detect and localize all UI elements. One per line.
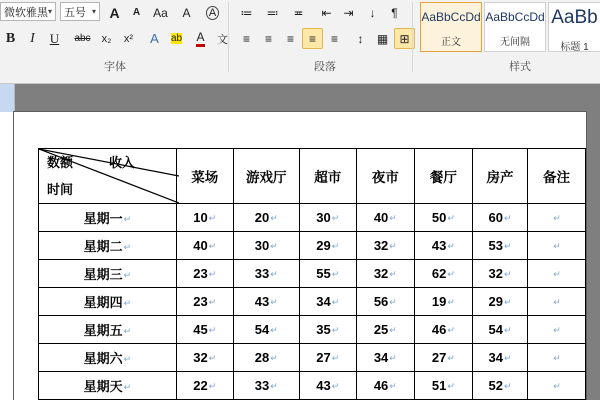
distributed-icon: ≡ [330, 31, 338, 46]
cell-value: 30 [254, 238, 270, 253]
cell-value: 50 [431, 210, 447, 225]
paragraph-mark: ↵ [123, 354, 132, 365]
paragraph-mark: ↵ [123, 214, 132, 225]
row-label[interactable] [39, 288, 177, 316]
paragraph-mark: ↵ [331, 381, 340, 392]
cell-value: 22 [193, 378, 208, 393]
cell[interactable] [356, 204, 414, 232]
cell[interactable] [176, 204, 233, 232]
increase-indent-button[interactable] [338, 2, 359, 23]
paragraph-mark: ↵ [503, 213, 512, 224]
style-name: 无间隔 [500, 37, 530, 48]
cell[interactable] [233, 372, 299, 400]
style-item-normal[interactable] [420, 2, 482, 52]
corner-income-label: 收入 [109, 155, 136, 170]
ribbon [0, 0, 600, 84]
cell-value: 32 [373, 238, 389, 253]
italic-button[interactable] [22, 28, 43, 49]
cell[interactable] [528, 232, 586, 260]
cell-value: 20 [254, 210, 270, 225]
table-corner-cell[interactable] [39, 149, 177, 204]
cell[interactable] [528, 316, 586, 344]
cell[interactable] [472, 344, 527, 372]
paragraph-mark: ↵ [503, 381, 512, 392]
paragraph-mark: ↵ [389, 353, 397, 364]
style-item-heading-1[interactable] [548, 2, 600, 52]
cell[interactable] [356, 288, 414, 316]
cell-value: 27 [316, 350, 331, 365]
paragraph-mark: ↵ [208, 269, 217, 280]
cell[interactable] [299, 260, 356, 288]
vertical-ruler[interactable] [0, 84, 15, 400]
cell[interactable] [356, 372, 414, 400]
cell[interactable] [414, 260, 472, 288]
align-center-icon: ≡ [264, 31, 272, 46]
ruler-margin-marker [0, 84, 14, 112]
cell-value: 29 [316, 238, 331, 253]
style-sample: AaBbCcDd [485, 10, 545, 24]
shrink-font-icon: A [132, 7, 141, 18]
strikethrough-icon: abc [74, 33, 91, 44]
paragraph-mark: ↵ [389, 213, 397, 224]
change-case-icon: Aa [153, 5, 168, 20]
change-case-button[interactable] [150, 2, 171, 23]
paragraph-mark: ↵ [208, 297, 217, 308]
cell-value: 52 [488, 378, 503, 393]
cell[interactable] [528, 288, 586, 316]
column-header-label: 房产 [486, 170, 514, 185]
cell-value: 45 [193, 322, 208, 337]
cell-value: 43 [254, 294, 270, 309]
cell[interactable] [176, 344, 233, 372]
column-header-1[interactable] [233, 149, 299, 204]
paragraph-mark: ↵ [331, 213, 340, 224]
align-left-button[interactable] [236, 28, 257, 49]
paragraph-mark: ↵ [389, 381, 397, 392]
enclose-characters-icon: A [206, 6, 219, 20]
document-page[interactable] [14, 112, 586, 400]
column-header-label: 菜场 [191, 170, 219, 185]
paragraph-mark: ↵ [208, 241, 217, 252]
font-name-combo[interactable] [0, 2, 56, 21]
numbering-button[interactable] [262, 2, 283, 23]
corner-time-label: 时间 [47, 182, 74, 197]
cell-value: 34 [373, 350, 389, 365]
cell[interactable] [528, 344, 586, 372]
row-label-text: 星期四 [83, 295, 123, 310]
style-name: 标题 1 [560, 42, 589, 52]
cell[interactable] [472, 204, 527, 232]
cell[interactable] [176, 372, 233, 400]
column-header-label: 备注 [543, 170, 571, 185]
clear-formatting-icon: A [182, 5, 191, 20]
align-center-button[interactable] [258, 28, 279, 49]
cell-value: 33 [254, 378, 270, 393]
shading-button[interactable] [372, 28, 393, 49]
multilevel-list-button[interactable] [288, 2, 309, 23]
increase-indent-icon: ⇥ [343, 5, 354, 20]
paragraph-mark: ↵ [208, 325, 217, 336]
style-sample: AaBbCcDd [421, 10, 481, 24]
font-group-label: 字体 [104, 61, 126, 73]
cell[interactable] [233, 260, 299, 288]
table-row[interactable] [39, 232, 586, 260]
row-label[interactable] [39, 260, 177, 288]
paragraph-mark: ↵ [270, 241, 278, 252]
align-right-icon: ≡ [286, 31, 294, 46]
cell[interactable] [176, 288, 233, 316]
cell[interactable] [356, 260, 414, 288]
data-table[interactable] [38, 148, 586, 400]
superscript-button[interactable] [118, 28, 139, 49]
cell[interactable] [299, 232, 356, 260]
column-header-6[interactable] [528, 149, 586, 204]
cell-value: 32 [488, 266, 503, 281]
cell[interactable] [299, 316, 356, 344]
grow-font-icon: A [109, 4, 120, 21]
styles-group-label: 样式 [509, 61, 531, 73]
phonetic-guide-button[interactable] [212, 28, 233, 49]
group-divider [412, 2, 413, 72]
cell-value: 29 [488, 294, 503, 309]
clear-formatting-button[interactable] [176, 2, 197, 23]
cell[interactable] [233, 316, 299, 344]
cell-value: 33 [254, 266, 270, 281]
paragraph-mark: ↵ [389, 269, 397, 280]
cell[interactable] [528, 372, 586, 400]
cell[interactable] [528, 204, 586, 232]
grow-font-button[interactable] [104, 2, 125, 23]
decrease-indent-button[interactable] [316, 2, 337, 23]
cell-value: 23 [193, 266, 208, 281]
paragraph-mark: ↵ [503, 297, 512, 308]
corner-amount-label: 数额 [47, 155, 74, 170]
subscript-button[interactable] [96, 28, 117, 49]
paragraph-mark: ↵ [270, 381, 278, 392]
column-header-label: 游戏厅 [245, 170, 287, 185]
cell[interactable] [299, 344, 356, 372]
paragraph-mark: ↵ [123, 270, 132, 281]
text-effects-icon: A [150, 31, 159, 46]
cell[interactable] [356, 232, 414, 260]
paragraph-mark: ↵ [503, 241, 512, 252]
bold-icon: B [5, 30, 16, 46]
justify-icon: ≡ [308, 31, 316, 46]
numbering-icon: ≕ [266, 5, 279, 20]
cell-value: 43 [431, 238, 447, 253]
cell-value: 25 [373, 322, 389, 337]
underline-icon: U [49, 30, 60, 46]
paragraph-mark: ↵ [553, 241, 561, 252]
distributed-button[interactable] [324, 28, 345, 49]
paragraph-mark: ↵ [447, 241, 455, 252]
column-header-label: 餐厅 [429, 170, 457, 185]
group-divider [228, 2, 229, 72]
sort-button[interactable] [362, 2, 383, 23]
paragraph-mark: ↵ [270, 213, 278, 224]
row-label[interactable] [39, 232, 177, 260]
cell-value: 10 [193, 210, 208, 225]
paragraph-mark: ↵ [553, 213, 561, 224]
justify-button[interactable] [302, 28, 323, 49]
cell[interactable] [356, 344, 414, 372]
paragraph-mark: ↵ [553, 325, 561, 336]
column-header-label: 超市 [314, 170, 342, 185]
cell[interactable] [176, 260, 233, 288]
chevron-down-icon: ▾ [91, 7, 96, 16]
shading-icon: ▦ [376, 31, 389, 46]
paragraph-mark: ↵ [503, 353, 512, 364]
cell-value: 40 [193, 238, 208, 253]
paragraph-mark: ↵ [447, 213, 455, 224]
cell-value: 46 [431, 322, 447, 337]
row-label[interactable] [39, 344, 177, 372]
bold-button[interactable] [0, 28, 21, 49]
column-header-label: 夜市 [371, 170, 399, 185]
cell-value: 54 [254, 322, 270, 337]
column-header-5[interactable] [472, 149, 527, 204]
multilevel-list-icon: ≖ [293, 5, 304, 20]
cell[interactable] [299, 372, 356, 400]
row-label-text: 星期天 [83, 379, 123, 394]
paragraph-mark: ↵ [447, 381, 455, 392]
cell-value: 28 [254, 350, 270, 365]
paragraph-mark: ↵ [270, 353, 278, 364]
table-row[interactable] [39, 204, 586, 232]
paragraph-group-label: 段落 [314, 61, 336, 73]
table-row[interactable] [39, 372, 586, 400]
row-label-text: 星期三 [83, 267, 123, 282]
cell[interactable] [356, 316, 414, 344]
row-label-text: 星期六 [83, 351, 123, 366]
paragraph-mark: ↵ [270, 297, 278, 308]
cell-value: 40 [373, 210, 389, 225]
pilcrow-icon: ¶ [391, 5, 398, 20]
cell[interactable] [472, 288, 527, 316]
italic-icon: I [30, 30, 35, 46]
table-row[interactable] [39, 288, 586, 316]
cell[interactable] [472, 232, 527, 260]
cell-value: 35 [316, 322, 331, 337]
cell[interactable] [528, 260, 586, 288]
cell-value: 34 [488, 350, 503, 365]
strikethrough-button[interactable] [72, 28, 93, 49]
cell-value: 32 [373, 266, 389, 281]
cell[interactable] [233, 204, 299, 232]
paragraph-mark: ↵ [331, 325, 340, 336]
row-label[interactable] [39, 372, 177, 400]
table-row[interactable] [39, 260, 586, 288]
paragraph-mark: ↵ [208, 353, 217, 364]
chevron-down-icon: ▾ [47, 7, 52, 16]
paragraph-mark: ↵ [503, 325, 512, 336]
table-row[interactable] [39, 316, 586, 344]
font-color-button[interactable] [190, 28, 211, 49]
cell[interactable] [233, 344, 299, 372]
cell-value: 62 [431, 266, 447, 281]
table-header-row [39, 149, 586, 204]
cell-value: 30 [316, 210, 331, 225]
line-spacing-icon: ↕ [357, 31, 364, 46]
paragraph-mark: ↵ [447, 325, 455, 336]
highlight-icon: ab [170, 33, 183, 44]
cell-value: 56 [373, 294, 389, 309]
cell[interactable] [414, 288, 472, 316]
column-header-0[interactable] [176, 149, 233, 204]
cell[interactable] [414, 316, 472, 344]
paragraph-mark: ↵ [331, 297, 340, 308]
shrink-font-button[interactable] [126, 2, 147, 23]
paragraph-mark: ↵ [123, 298, 132, 309]
paragraph-mark: ↵ [123, 326, 132, 337]
style-sample: AaBb [551, 7, 598, 28]
bullets-button[interactable] [236, 2, 257, 23]
paragraph-mark: ↵ [447, 297, 455, 308]
cell-value: 46 [373, 378, 389, 393]
paragraph-mark: ↵ [123, 242, 132, 253]
cell-value: 60 [488, 210, 503, 225]
paragraph-mark: ↵ [208, 213, 217, 224]
row-label-text: 星期二 [83, 239, 123, 254]
cell[interactable] [414, 344, 472, 372]
subscript-icon: x₂ [101, 32, 112, 45]
cell[interactable] [472, 260, 527, 288]
paragraph-mark: ↵ [447, 269, 455, 280]
superscript-icon: x² [123, 32, 134, 45]
cell-value: 34 [316, 294, 331, 309]
font-color-icon: A [196, 30, 204, 47]
cell-value: 32 [193, 350, 208, 365]
cell[interactable] [176, 232, 233, 260]
column-header-4[interactable] [414, 149, 472, 204]
cell-value: 23 [193, 294, 208, 309]
paragraph-mark: ↵ [331, 353, 340, 364]
cell[interactable] [299, 288, 356, 316]
cell[interactable] [233, 232, 299, 260]
cell-value: 43 [316, 378, 331, 393]
paragraph-mark: ↵ [389, 325, 397, 336]
paragraph-mark: ↵ [553, 353, 561, 364]
paragraph-mark: ↵ [331, 269, 340, 280]
underline-button[interactable] [44, 28, 65, 49]
paragraph-mark: ↵ [270, 325, 278, 336]
font-size-value: 五号 [64, 6, 86, 19]
paragraph-mark: ↵ [331, 241, 340, 252]
sort-icon: ↓ [369, 5, 376, 20]
cell[interactable] [299, 204, 356, 232]
table-row[interactable] [39, 344, 586, 372]
bullets-icon: ≔ [240, 5, 253, 20]
cell-value: 51 [431, 378, 447, 393]
row-label[interactable] [39, 316, 177, 344]
paragraph-mark: ↵ [447, 353, 455, 364]
cell-value: 54 [488, 322, 503, 337]
paragraph-mark: ↵ [208, 381, 217, 392]
cell[interactable] [233, 288, 299, 316]
align-left-icon: ≡ [242, 31, 250, 46]
document-area[interactable] [0, 84, 600, 400]
paragraph-mark: ↵ [389, 297, 397, 308]
paragraph-mark: ↵ [553, 269, 561, 280]
style-item-no-spacing[interactable] [484, 2, 546, 52]
paragraph-mark: ↵ [389, 241, 397, 252]
align-right-button[interactable] [280, 28, 301, 49]
cell[interactable] [472, 316, 527, 344]
text-highlight-button[interactable] [166, 28, 187, 49]
borders-icon: ⊞ [399, 31, 410, 46]
show-formatting-marks-button[interactable] [384, 2, 405, 23]
cell-value: 53 [488, 238, 503, 253]
row-label-text: 星期五 [83, 323, 123, 338]
cell-value: 19 [431, 294, 447, 309]
style-name: 正文 [441, 37, 461, 48]
paragraph-mark: ↵ [123, 382, 132, 393]
paragraph-mark: ↵ [553, 297, 561, 308]
paragraph-mark: ↵ [270, 269, 278, 280]
row-label-text: 星期一 [83, 211, 123, 226]
cell[interactable] [472, 372, 527, 400]
cell[interactable] [414, 372, 472, 400]
enclose-characters-button[interactable] [202, 2, 223, 23]
cell[interactable] [414, 232, 472, 260]
cell-value: 27 [431, 350, 447, 365]
text-effects-button[interactable] [144, 28, 165, 49]
decrease-indent-icon: ⇤ [321, 5, 332, 20]
paragraph-mark: ↵ [503, 269, 512, 280]
row-label[interactable] [39, 204, 177, 232]
cell-value: 55 [316, 266, 331, 281]
font-size-combo[interactable] [60, 2, 100, 21]
line-spacing-button[interactable] [350, 28, 371, 49]
phonetic-guide-icon: 文 [217, 33, 228, 46]
font-name-value: 微软雅黑 [4, 6, 48, 19]
column-header-2[interactable] [299, 149, 356, 204]
column-header-3[interactable] [356, 149, 414, 204]
paragraph-mark: ↵ [553, 381, 561, 392]
cell[interactable] [414, 204, 472, 232]
cell[interactable] [176, 316, 233, 344]
